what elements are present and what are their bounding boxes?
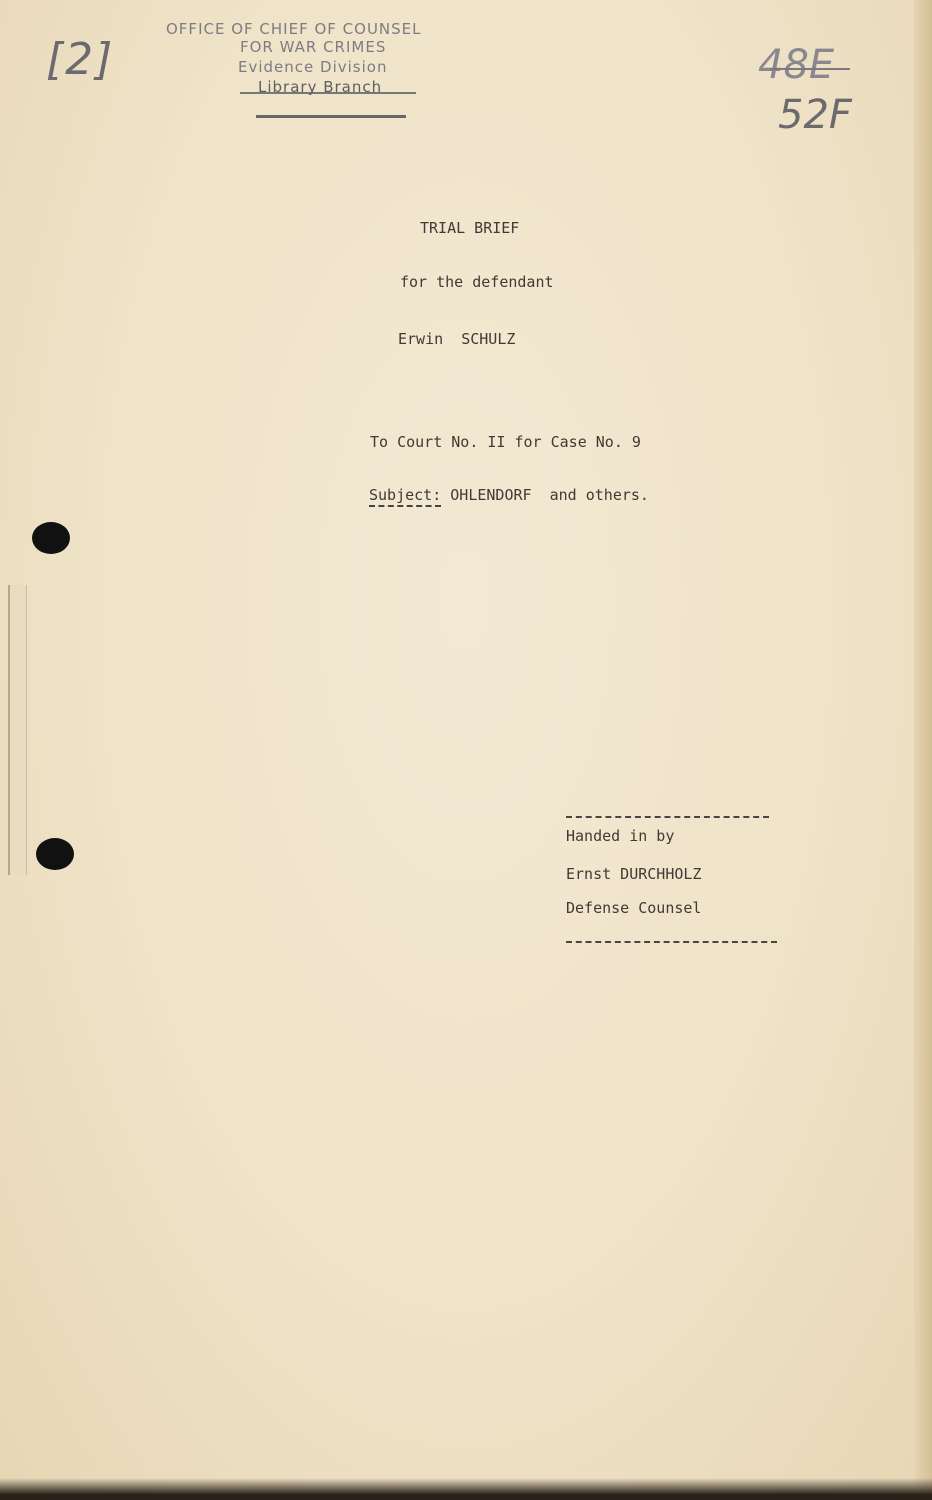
strikethrough-line [770, 68, 850, 70]
stamp-line-office: OFFICE OF CHIEF OF COUNSEL [166, 20, 422, 38]
stamp-line-war-crimes: FOR WAR CRIMES [240, 38, 387, 56]
page-bottom-edge [0, 1478, 932, 1500]
document-subtitle: for the defendant [400, 273, 554, 291]
page-edge [914, 0, 932, 1500]
handwritten-bracket-number: [2] [46, 34, 115, 85]
binding-strip [8, 585, 27, 875]
handwritten-new-number: 52F [778, 92, 852, 138]
stamp-line-library: Library Branch [258, 78, 383, 96]
handed-in-label: Handed in by [566, 827, 675, 845]
signature-rule-top [566, 816, 769, 818]
court-line: To Court No. II for Case No. 9 [370, 433, 641, 451]
subject-label: Subject: [369, 486, 441, 507]
punch-hole-bottom [36, 838, 74, 870]
handwritten-old-number: 48E [758, 42, 835, 88]
stamp-underline [256, 115, 406, 118]
stamp-line-evidence: Evidence Division [238, 58, 388, 76]
defendant-name: Erwin SCHULZ [398, 330, 516, 348]
counsel-name: Ernst DURCHHOLZ [566, 865, 702, 883]
punch-hole-top [32, 522, 70, 554]
document-title: TRIAL BRIEF [420, 219, 520, 237]
subject-value: OHLENDORF and others. [441, 486, 649, 504]
counsel-role: Defense Counsel [566, 899, 702, 917]
signature-rule-bottom [566, 941, 777, 943]
subject-line [369, 486, 649, 504]
